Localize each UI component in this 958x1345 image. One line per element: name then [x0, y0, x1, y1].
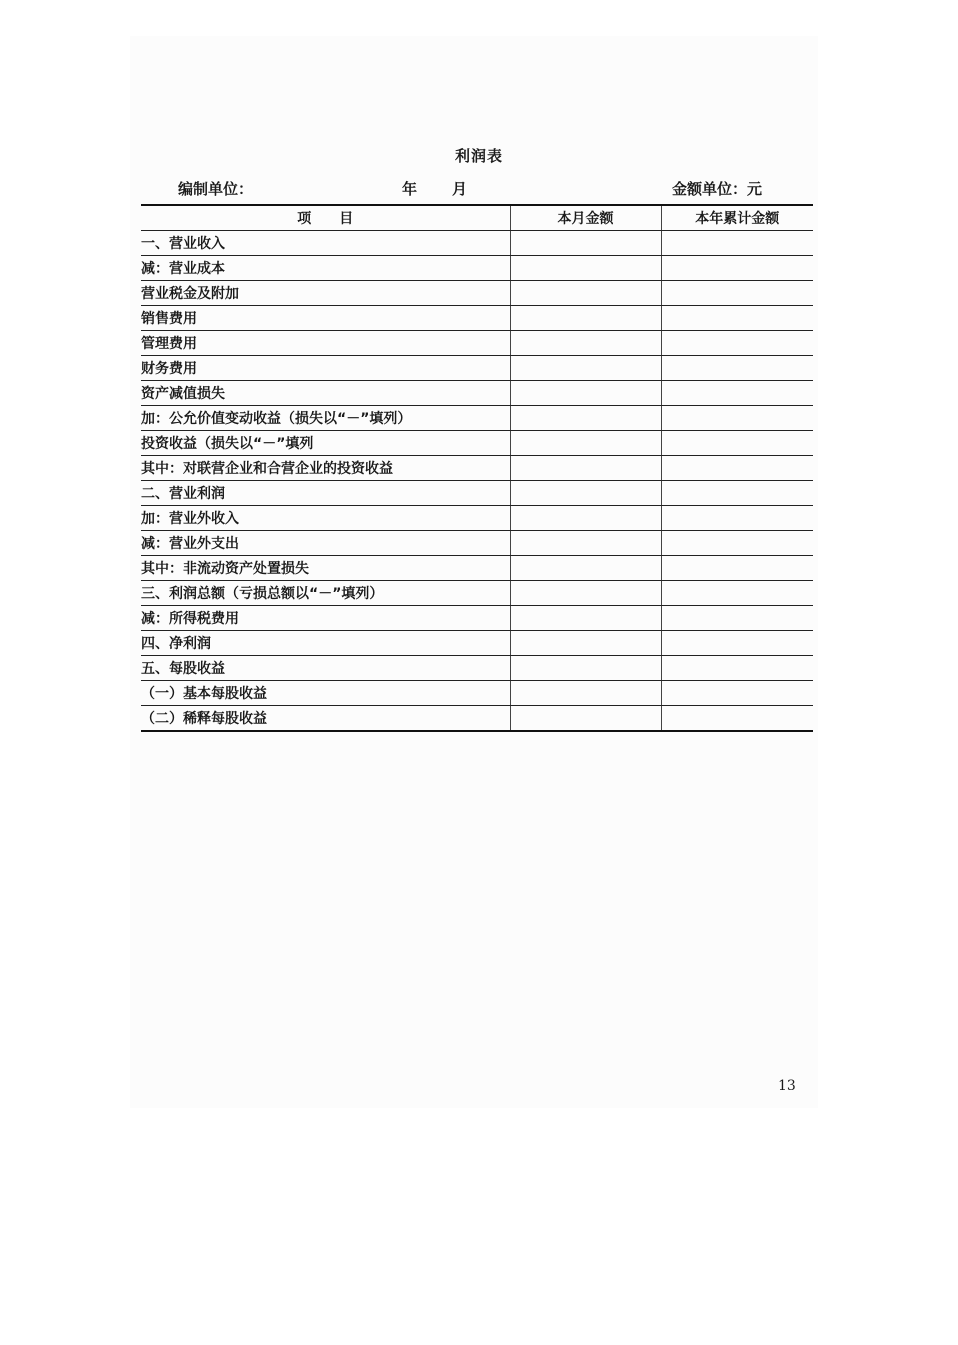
row-item-label: 一、营业收入 — [141, 231, 510, 256]
current-month-amount-cell — [510, 681, 661, 706]
row-item-label: （二）稀释每股收益 — [141, 706, 510, 732]
year-to-date-amount-cell — [661, 631, 813, 656]
row-item-label: 二、营业利润 — [141, 481, 510, 506]
current-month-amount-cell — [510, 481, 661, 506]
table-row — [141, 481, 813, 506]
current-month-amount-cell — [510, 431, 661, 456]
table-row — [141, 606, 813, 631]
table-row — [141, 231, 813, 256]
row-item-label: 减：营业外支出 — [141, 531, 510, 556]
header-item: 项 目 — [141, 205, 510, 231]
current-month-amount-cell — [510, 331, 661, 356]
header-year-to-date: 本年累计金额 — [661, 205, 813, 231]
year-to-date-amount-cell — [661, 281, 813, 306]
table-row — [141, 706, 813, 732]
row-item-label: 其中：对联营企业和合营企业的投资收益 — [141, 456, 510, 481]
row-item-label: 管理费用 — [141, 331, 510, 356]
current-month-amount-cell — [510, 306, 661, 331]
page-number: 13 — [778, 1078, 796, 1094]
year-to-date-amount-cell — [661, 581, 813, 606]
year-label: 年 — [402, 180, 418, 198]
year-to-date-amount-cell — [661, 706, 813, 732]
table-body — [141, 231, 813, 732]
row-item-label: 四、净利润 — [141, 631, 510, 656]
table-header-row — [141, 205, 813, 231]
table-row — [141, 656, 813, 681]
table-row — [141, 556, 813, 581]
table-row — [141, 406, 813, 431]
income-statement-table — [141, 204, 813, 732]
row-item-label: 资产减值损失 — [141, 381, 510, 406]
year-to-date-amount-cell — [661, 531, 813, 556]
table-row — [141, 631, 813, 656]
row-item-label: 加：公允价值变动收益（损失以“－”填列） — [141, 406, 510, 431]
current-month-amount-cell — [510, 606, 661, 631]
year-to-date-amount-cell — [661, 231, 813, 256]
table-row — [141, 531, 813, 556]
row-item-label: 五、每股收益 — [141, 656, 510, 681]
table-row — [141, 431, 813, 456]
current-month-amount-cell — [510, 531, 661, 556]
year-to-date-amount-cell — [661, 656, 813, 681]
table-row — [141, 306, 813, 331]
table-row — [141, 581, 813, 606]
year-to-date-amount-cell — [661, 681, 813, 706]
table-row — [141, 456, 813, 481]
current-month-amount-cell — [510, 281, 661, 306]
year-to-date-amount-cell — [661, 481, 813, 506]
currency-unit-label: 金额单位：元 — [672, 180, 763, 198]
year-to-date-amount-cell — [661, 331, 813, 356]
current-month-amount-cell — [510, 356, 661, 381]
current-month-amount-cell — [510, 581, 661, 606]
table-row — [141, 356, 813, 381]
row-item-label: 营业税金及附加 — [141, 281, 510, 306]
table-row — [141, 506, 813, 531]
row-item-label: 销售费用 — [141, 306, 510, 331]
header-current-month: 本月金额 — [510, 205, 661, 231]
table-row — [141, 281, 813, 306]
year-to-date-amount-cell — [661, 381, 813, 406]
current-month-amount-cell — [510, 631, 661, 656]
year-to-date-amount-cell — [661, 506, 813, 531]
year-to-date-amount-cell — [661, 406, 813, 431]
row-item-label: （一）基本每股收益 — [141, 681, 510, 706]
current-month-amount-cell — [510, 706, 661, 732]
year-to-date-amount-cell — [661, 606, 813, 631]
table-row — [141, 331, 813, 356]
current-month-amount-cell — [510, 256, 661, 281]
month-label: 月 — [452, 180, 468, 198]
prepared-by-label: 编制单位： — [178, 180, 254, 198]
current-month-amount-cell — [510, 381, 661, 406]
year-to-date-amount-cell — [661, 306, 813, 331]
current-month-amount-cell — [510, 456, 661, 481]
row-item-label: 三、利润总额（亏损总额以“－”填列） — [141, 581, 510, 606]
current-month-amount-cell — [510, 656, 661, 681]
year-to-date-amount-cell — [661, 256, 813, 281]
year-to-date-amount-cell — [661, 456, 813, 481]
row-item-label: 财务费用 — [141, 356, 510, 381]
current-month-amount-cell — [510, 231, 661, 256]
table-row — [141, 256, 813, 281]
table-row — [141, 681, 813, 706]
year-to-date-amount-cell — [661, 356, 813, 381]
row-item-label: 投资收益（损失以“－”填列 — [141, 431, 510, 456]
row-item-label: 其中：非流动资产处置损失 — [141, 556, 510, 581]
row-item-label: 减：营业成本 — [141, 256, 510, 281]
current-month-amount-cell — [510, 556, 661, 581]
year-to-date-amount-cell — [661, 431, 813, 456]
row-item-label: 减：所得税费用 — [141, 606, 510, 631]
statement-title: 利润表 — [454, 147, 503, 165]
year-to-date-amount-cell — [661, 556, 813, 581]
current-month-amount-cell — [510, 506, 661, 531]
row-item-label: 加：营业外收入 — [141, 506, 510, 531]
current-month-amount-cell — [510, 406, 661, 431]
table-row — [141, 381, 813, 406]
